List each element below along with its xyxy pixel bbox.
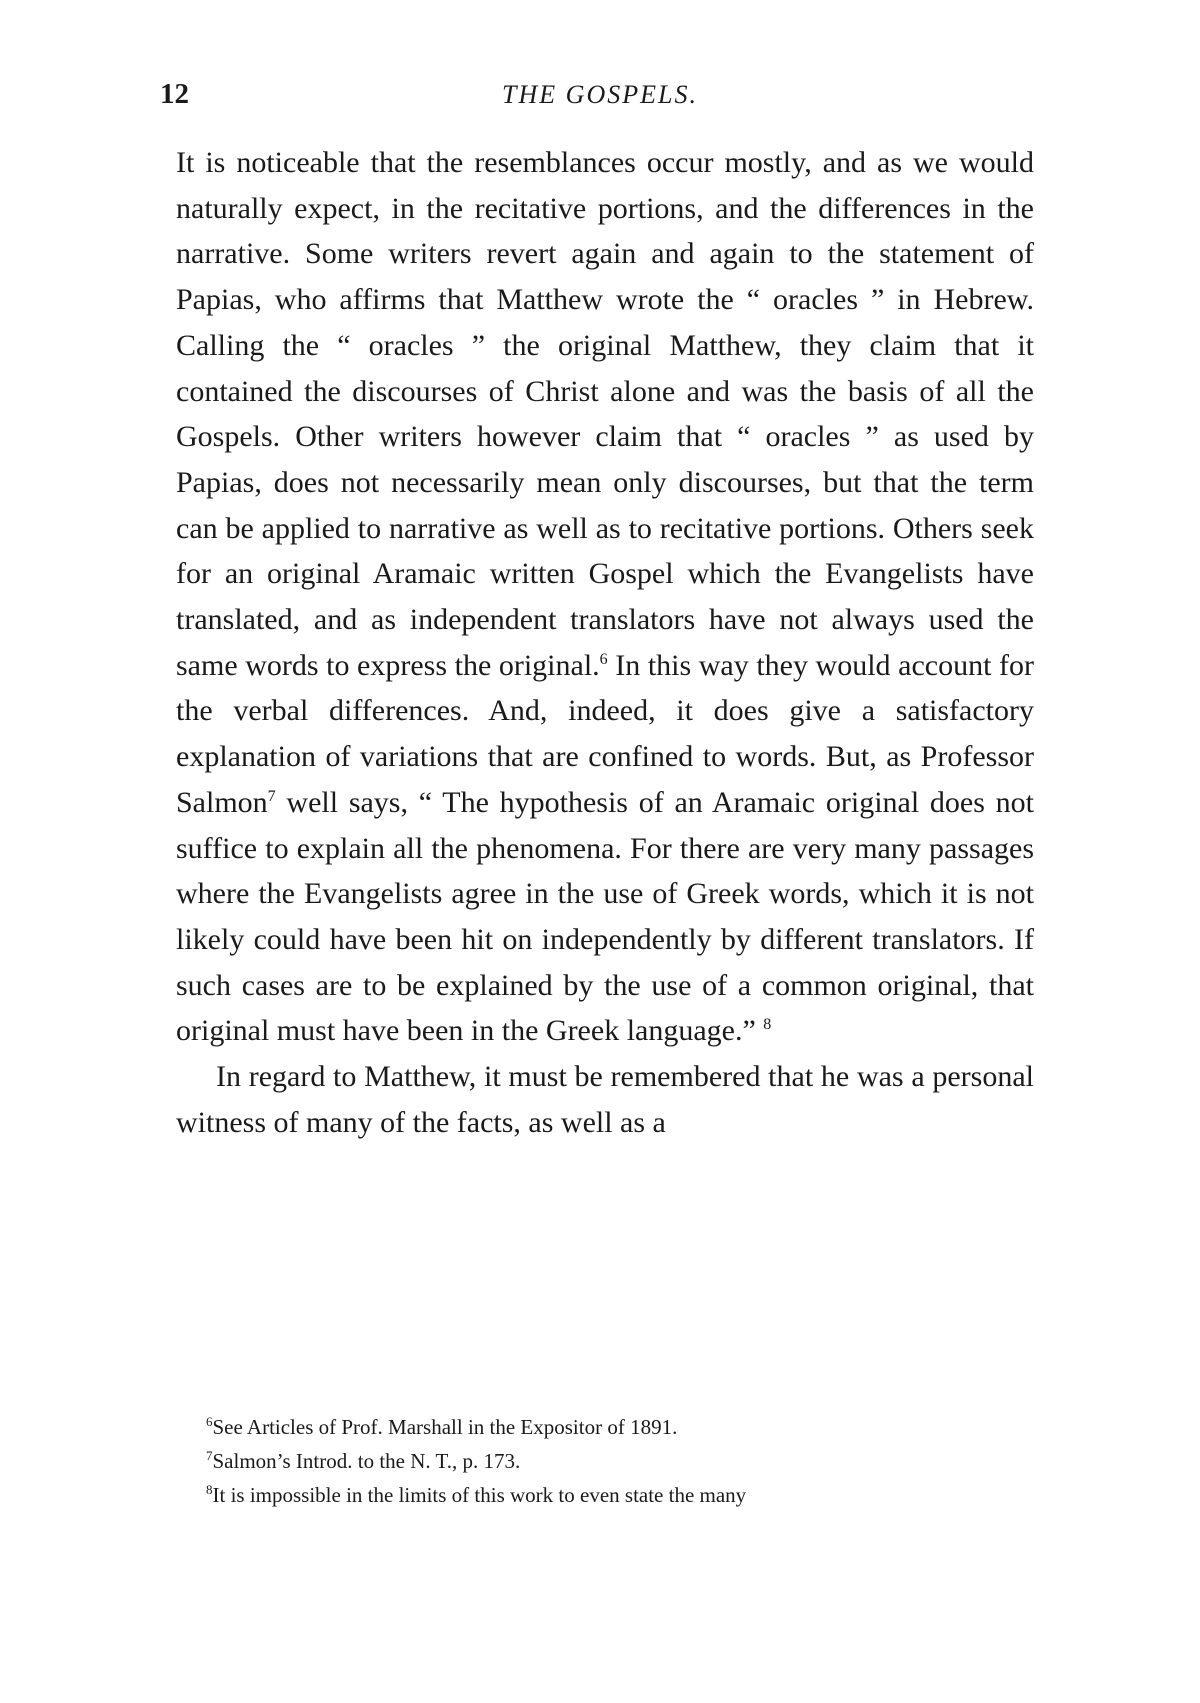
- paragraph-1-text-b: In this way they would account for the verbal differences. And, indeed, it does give a satisfactory explanation of variations that are confined to words. But, as Professor Salmon: [176, 648, 1034, 819]
- paragraph-2: In regard to Matthew, it must be remembered that he was a personal witness of many of the facts, as well as a: [176, 1060, 1034, 1139]
- footnote-8: [206, 1478, 1046, 1512]
- paragraph-1: [176, 140, 1034, 1054]
- footnote-marker: 7: [206, 1448, 213, 1463]
- footnote-text: Salmon’s Introd. to the N. T., p. 173.: [212, 1449, 521, 1473]
- footnote-ref-6: 6: [599, 650, 608, 668]
- footnote-text: See Articles of Prof. Marshall in the Expositor of 1891.: [212, 1415, 678, 1439]
- footnote-ref-8: 8: [763, 1016, 772, 1034]
- paragraph-1-text-a: It is noticeable that the resemblances occur mostly, and as we would naturally expect, in the recitative portions, and the differences in the narrative. Some writers revert again and again to the statement of Papias, who affirms that Matthew wrote the “ oracles ” in Hebrew. Calling the “ oracles ” the original Matthew, they claim that it contained the discourses of Christ alone and was the basis of all the Gospels. Other writers however claim that “ oracles ” as used by Papias, does not necessarily mean only discourses, but that the term can be applied to narrative as well as to recitative portions. Others seek for an original Aramaic written Gospel which the Evangelists have translated, and as independent translators have not always used the same words to express the original.: [176, 146, 1034, 682]
- footnote-7: [206, 1444, 1046, 1478]
- footnote-text: It is impossible in the limits of this work to even state the many: [212, 1483, 747, 1507]
- footnotes: [206, 1410, 1046, 1512]
- paragraph-1-text-c: well says, “ The hypothesis of an Aramaic original does not suffice to explain all the phenomena. For there are very many passages where the Evangelists agree in the use of Greek words, which it is not likely could have been hit on independently by different translators. If such cases are to be explained by the use of a common original, that original must have been in the Greek language.”: [176, 785, 1034, 1048]
- page-number: 12: [160, 78, 189, 110]
- footnote-ref-7: 7: [267, 787, 276, 805]
- footnote-marker: 8: [206, 1482, 213, 1497]
- body-text: [176, 140, 1034, 1145]
- footnote-6: [206, 1410, 1046, 1444]
- footnote-marker: 6: [206, 1414, 213, 1429]
- running-title: THE GOSPELS.: [502, 80, 698, 109]
- page-header: [160, 78, 1040, 118]
